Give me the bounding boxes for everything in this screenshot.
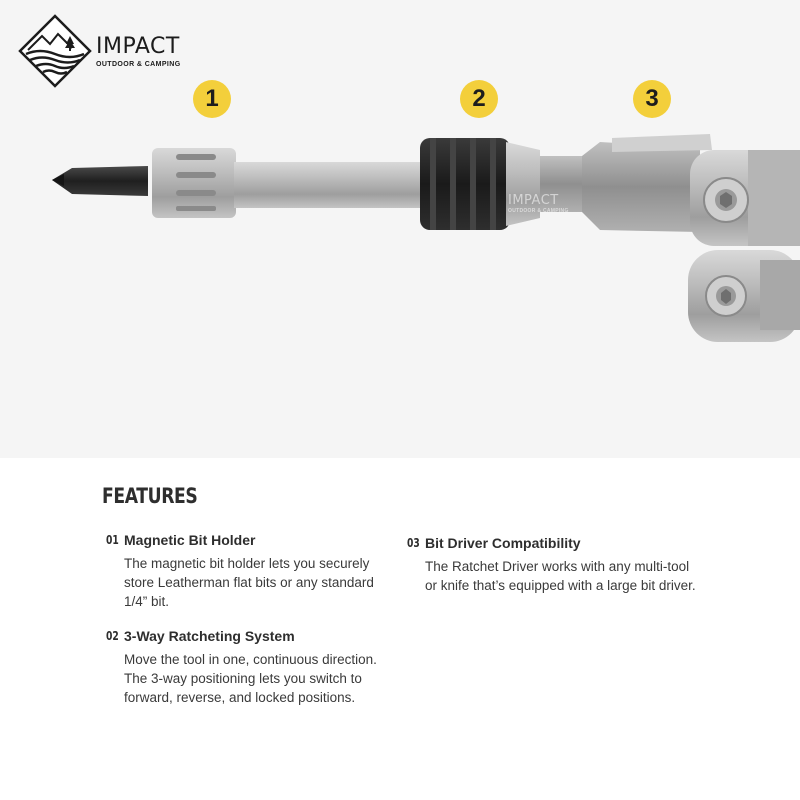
callout-badge-3: 3 (633, 80, 671, 118)
brand-tagline: OUTDOOR & CAMPING (96, 60, 181, 68)
callout-badge-1: 1 (193, 80, 231, 118)
brand-logo (18, 14, 181, 88)
watermark-name: IMPACT (508, 193, 559, 208)
feature-number: 03 (407, 536, 420, 550)
feature-number: 02 (106, 629, 119, 643)
feature-title: Magnetic Bit Holder (124, 532, 256, 548)
feature-description: Move the tool in one, continuous direction. The 3-way positioning lets you switch to forward, reverse, and locked positions. (124, 652, 377, 705)
watermark-tagline: OUTDOOR & CAMPING (508, 208, 569, 214)
feature-description: The Ratchet Driver works with any multi-tool or knife that’s equipped with a large bit driver. (425, 559, 696, 593)
ratchet-driver-illustration (0, 120, 800, 360)
mountain-logo-icon (18, 14, 92, 88)
callout-badge-2: 2 (460, 80, 498, 118)
feature-number: 01 (106, 533, 119, 547)
feature-title: 3-Way Ratcheting System (124, 628, 295, 644)
features-heading: FEATURES (102, 484, 198, 508)
brand-watermark (508, 194, 569, 214)
feature-title: Bit Driver Compatibility (425, 535, 581, 551)
feature-description: The magnetic bit holder lets you securely store Leatherman flat bits or any standard 1/4” bit. (124, 556, 374, 609)
brand-name: IMPACT (96, 33, 180, 59)
